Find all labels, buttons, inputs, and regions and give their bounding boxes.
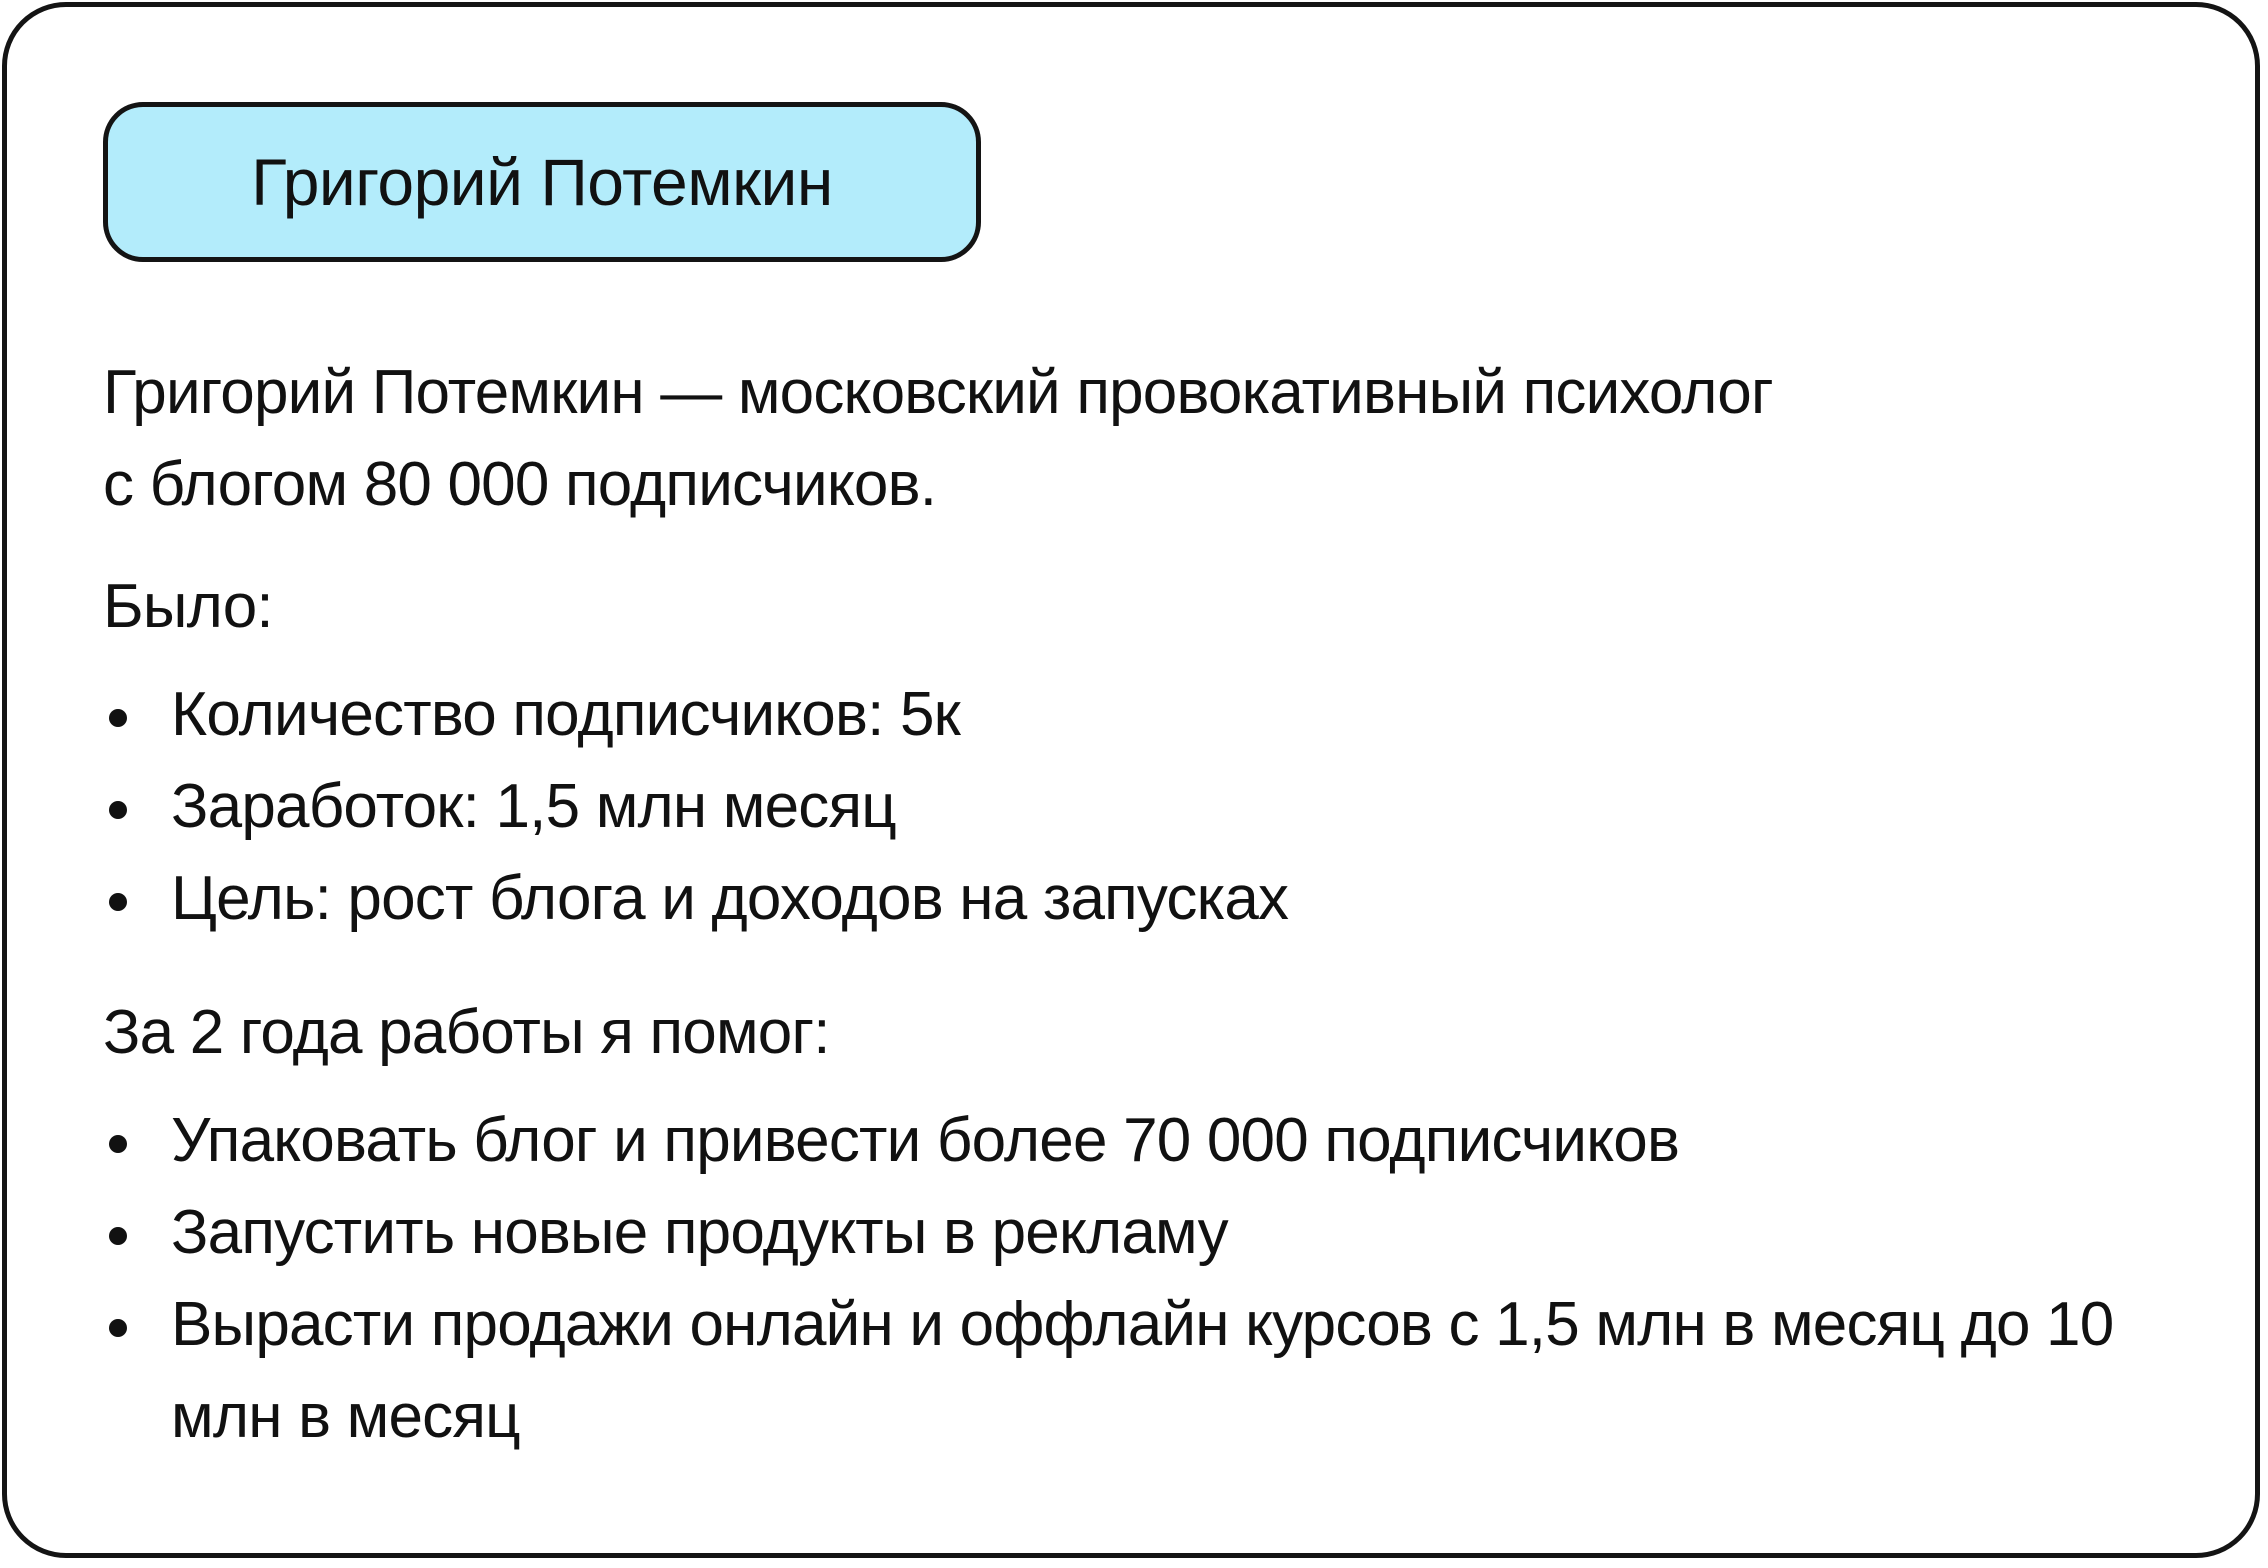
list-item: Количество подписчиков: 5к xyxy=(103,669,2183,761)
list-item: Заработок: 1,5 млн месяц xyxy=(103,761,2183,853)
list-item: Цель: рост блога и доходов на запусках xyxy=(103,853,2183,945)
card-content xyxy=(103,347,2183,1463)
name-badge xyxy=(103,102,981,262)
results-title: За 2 года работы я помог: xyxy=(103,998,830,1067)
case-card xyxy=(2,2,2260,1558)
results-list xyxy=(103,1095,2183,1463)
before-title: Было: xyxy=(103,572,273,641)
list-item: Упаковать блог и привести более 70 000 подписчиков xyxy=(103,1095,2183,1187)
client-name: Григорий Потемкин xyxy=(251,145,833,219)
list-item: Запустить новые продукты в рекламу xyxy=(103,1187,2183,1279)
intro-line: с блогом 80 000 подписчиков. xyxy=(103,450,937,519)
before-list xyxy=(103,669,2183,945)
list-item: Вырасти продажи онлайн и оффлайн курсов с 1,5 млн в месяц до 10 млн в месяц xyxy=(103,1279,2183,1463)
intro-paragraph xyxy=(103,347,2183,531)
intro-line: Григорий Потемкин — московский провокативный психолог xyxy=(103,358,1773,427)
